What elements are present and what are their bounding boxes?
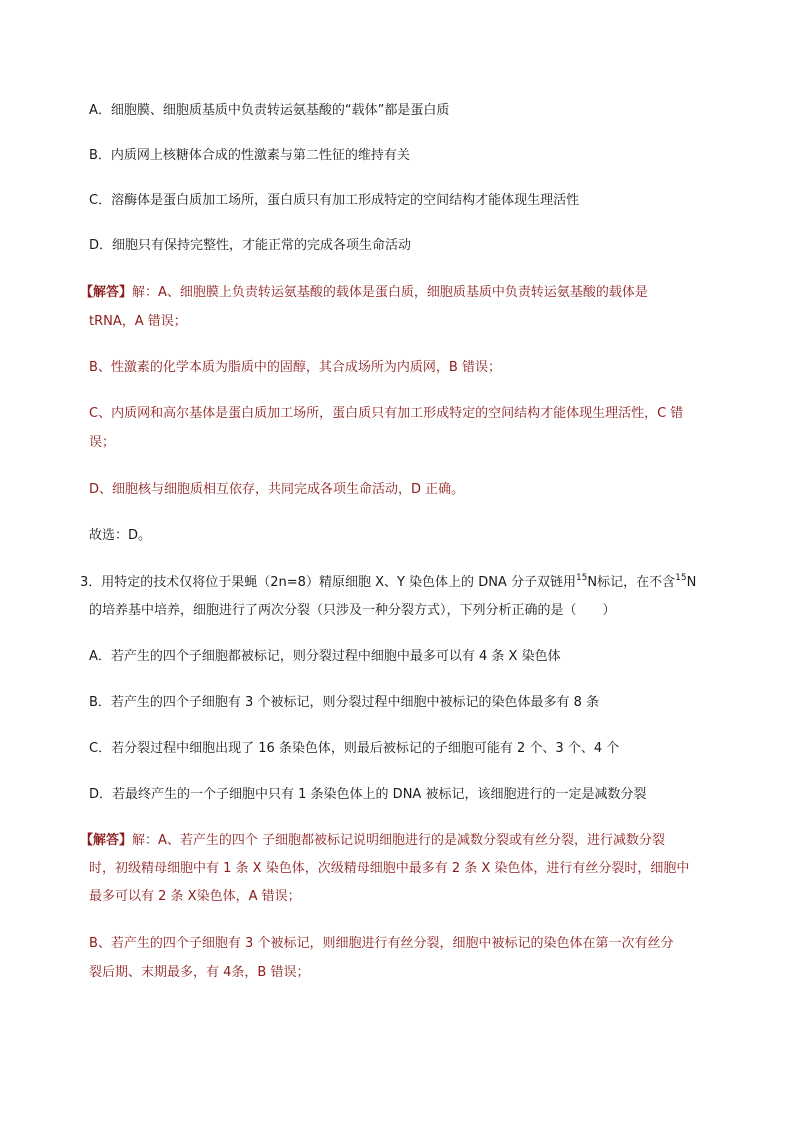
q2-option-a: A．细胞膜、细胞质基质中负责转运氨基酸的“载体”都是蛋白质 <box>89 103 450 118</box>
q3-option-a: A．若产生的四个子细胞都被标记，则分裂过程中细胞中最多可以有 4 条 X 染色体 <box>89 649 561 664</box>
q2-choice: 故选：D。 <box>89 528 152 543</box>
isotope-mass-number: 15 <box>675 573 687 583</box>
isotope-symbol: N <box>587 575 598 590</box>
q3-option-d: D．若最终产生的一个子细胞中只有 1 条染色体上的 DNA 被标记，该细胞进行的一定是减数分裂 <box>89 787 647 802</box>
q2-option-b: B．内质网上核糖体合成的性激素与第二性征的维持有关 <box>89 148 410 163</box>
q3-stem-line1 <box>80 572 720 594</box>
answer-text: 解：A、若产生的四个 子细胞都被标记说明细胞进行的是减数分裂或有丝分裂，进行减数分裂 <box>132 833 666 848</box>
q2-answer-b: B、性激素的化学本质为脂质中的固醇，其合成场所为内质网，B 错误； <box>89 360 501 375</box>
q3-option-b: B．若产生的四个子细胞有 3 个被标记，则分裂过程中细胞中被标记的染色体最多有 8 条 <box>89 695 599 710</box>
q3-answer-a-line1 <box>80 830 720 852</box>
q2-answer-a-line1 <box>80 282 720 304</box>
q2-option-c: C．溶酶体是蛋白质加工场所，蛋白质只有加工形成特定的空间结构才能体现生理活性 <box>89 193 580 208</box>
q3-stem-line2: 的培养基中培养，细胞进行了两次分裂（只涉及一种分裂方式），下列分析正确的是（ ） <box>89 603 616 618</box>
q3-stem-part2: 标记，在不含 <box>597 575 676 590</box>
isotope-mass-number: 15 <box>575 573 588 583</box>
q2-answer-c-line2: 误； <box>89 435 116 450</box>
answer-tag: 【解答】 <box>80 833 133 848</box>
answer-text: 解：A、细胞膜上负责转运氨基酸的载体是蛋白质，细胞质基质中负责转运氨基酸的载体是 <box>132 285 648 300</box>
q3-option-c: C．若分裂过程中细胞出现了 16 条染色体，则最后被标记的子细胞可能有 2 个、3 个、4 个 <box>89 741 620 756</box>
q3-stem-part1: 3．用特定的技术仅将位于果蝇（2n=8）精原细胞 X、Y 染色体上的 DNA 分子双链用 <box>80 575 576 590</box>
q3-answer-b-line2: 裂后期、末期最多，有 4条，B 错误； <box>89 965 310 980</box>
q3-answer-a-line3: 最多可以有 2 条 X染色体，A 错误； <box>89 889 301 904</box>
q3-answer-b-line1: B、若产生的四个子细胞有 3 个被标记，则细胞进行有丝分裂，细胞中被标记的染色体在第一次有丝分 <box>89 936 674 951</box>
q3-answer-a-line2: 时，初级精母细胞中有 1 条 X 染色体，次级精母细胞中最多有 2 条 X 染色体，进行有丝分裂时，细胞中 <box>89 861 690 876</box>
q2-answer-d: D、细胞核与细胞质相互依存，共同完成各项生命活动，D 正确。 <box>89 482 465 497</box>
isotope-symbol: N <box>686 575 697 590</box>
q2-answer-a-line2: tRNA，A 错误； <box>89 314 187 329</box>
q2-option-d: D．细胞只有保持完整性，才能正常的完成各项生命活动 <box>89 238 412 253</box>
answer-tag: 【解答】 <box>80 285 133 300</box>
q2-answer-c-line1: C、内质网和高尔基体是蛋白质加工场所，蛋白质只有加工形成特定的空间结构才能体现生理活性，C 错 <box>89 406 684 421</box>
